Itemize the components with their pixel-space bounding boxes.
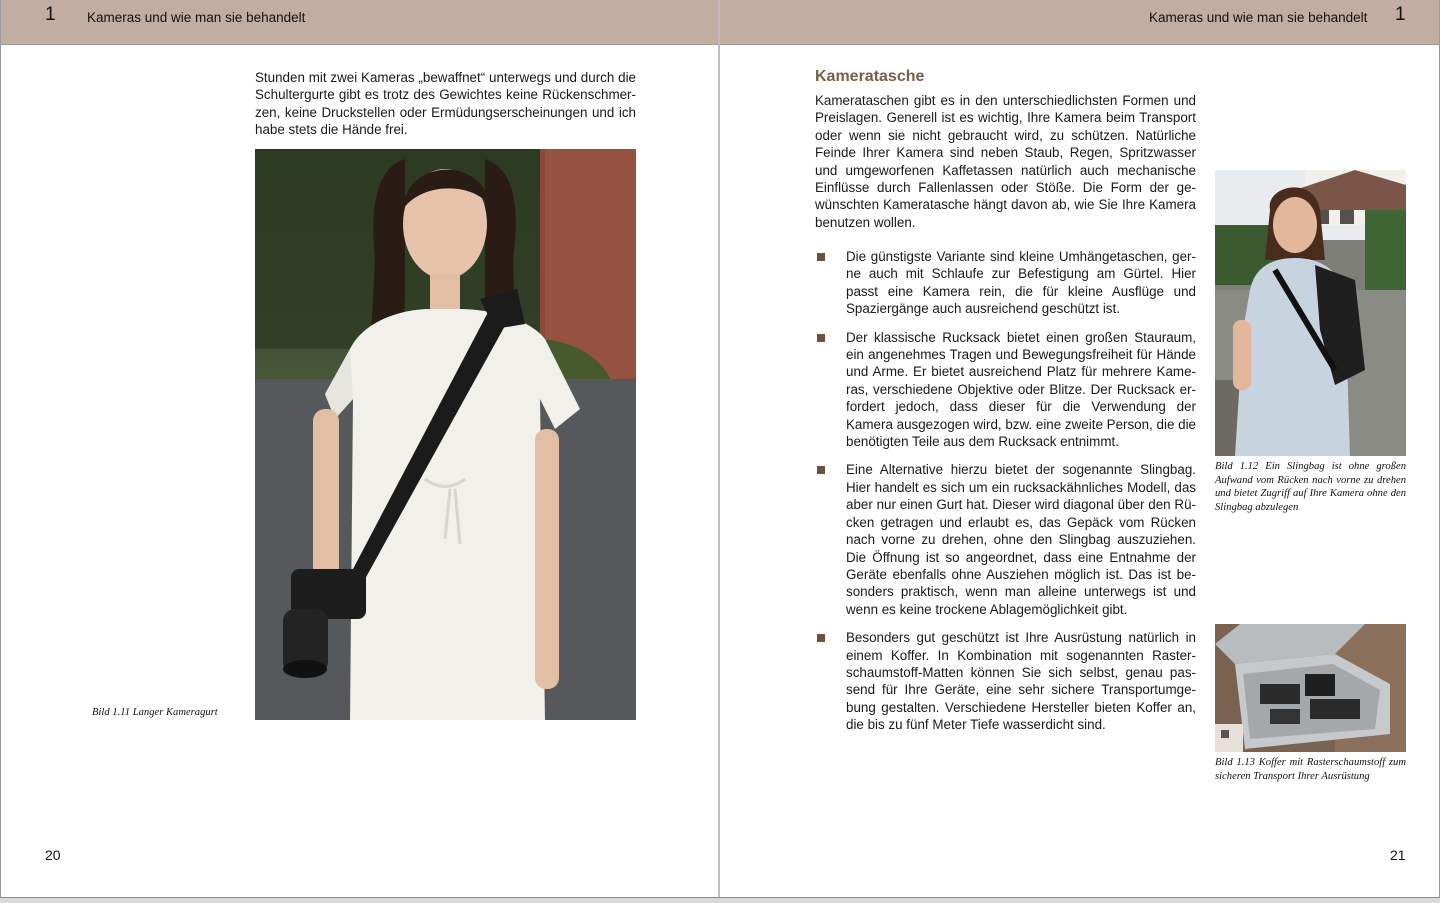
- left-chapter-title: Kameras und wie man sie behandelt: [87, 10, 306, 25]
- figure-1-12-caption: Bild 1.12 Ein Slingbag ist ohne großen Aufwand vom Rücken nach vorne zu drehen und bietet Zugriff auf Ihre Kamera ohne den Slingbag abzulegen: [1215, 461, 1406, 513]
- list-item: Die günstigste Variante sind kleine Umhängetaschen, gerne auch mit Schlaufe zur Befestigung am Gürtel. Hier passt eine Kamera rein, die für kleine Ausflüge und Spaziergänge auch ausreichend geschützt ist.: [815, 248, 1196, 318]
- right-page: [720, 0, 1440, 898]
- right-page-number: 21: [1390, 847, 1406, 863]
- list-item: Der klassische Rucksack bietet einen großen Stauraum, ein angenehmes Tragen und Bewegungsfreiheit für Hände und Arme. Er bietet ausreichend Platz für mehrere Kameras, verschiedene Objektive oder Blitze. Der Rucksack erfordert jedoch, dass dieser für die Verwendung der Kamera ausgezogen wird, bzw. eine zweite Person, die die benötigten Teile aus dem Rucksack entnimmt.: [815, 329, 1196, 451]
- photo-camera-case: [1215, 624, 1406, 752]
- left-page-number: 20: [45, 847, 61, 863]
- right-chapter-title: Kameras und wie man sie behandelt: [1149, 10, 1368, 25]
- bag-types-list: [815, 248, 1196, 745]
- square-bullet-icon: [817, 253, 825, 261]
- right-chapter-number: 1: [1395, 4, 1406, 25]
- left-chapter-number: 1: [45, 4, 56, 25]
- section-heading-kameratasche: Kameratasche: [815, 68, 925, 85]
- left-intro-paragraph: Stunden mit zwei Kameras „bewaffnet“ unterwegs und durch die Schultergurte gibt es trotz des Gewichtes keine Rückenschmerzen, keine Druckstellen oder Ermüdungserscheinungen und ich habe stets die Hände frei.: [255, 70, 636, 138]
- square-bullet-icon: [817, 466, 825, 474]
- figure-1-13-caption: Bild 1.13 Koffer mit Rasterschaumstoff zum sicheren Transport Ihrer Ausrüstung: [1215, 757, 1406, 782]
- right-intro-paragraph: Kamerataschen gibt es in den unterschiedlichsten Formen und Preislagen. Generell ist es wichtig, Ihre Kamera beim Transport oder wenn sie nicht gebraucht wird, zu schützen. Natürliche Feinde Ihrer Kamera sind neben Staub, Regen, Spritzwasser und umgeworfenen Kaffetassen natürlich auch mechanische Einflüsse durch Fallenlassen oder Stöße. Die Form der gewünschten Kameratasche hängt davon ab, wie Sie Ihre Kamera benutzen wollen.: [815, 93, 1196, 230]
- square-bullet-icon: [817, 334, 825, 342]
- photo-slingbag: [1215, 170, 1406, 456]
- photo-long-camera-strap: [255, 149, 636, 720]
- right-page-header: [720, 0, 1439, 45]
- figure-1-11-caption: Bild 1.11 Langer Kameragurt: [92, 707, 218, 718]
- left-page-header: [1, 0, 718, 45]
- left-page: [0, 0, 718, 898]
- square-bullet-icon: [817, 634, 825, 642]
- list-item: Besonders gut geschützt ist Ihre Ausrüstung natürlich in einem Koffer. In Kombination mit sogenannten Rasterschaumstoff-Matten können Sie sich selbst, genau passend für Ihre Geräte, eine sehr sichere Transportumgebung gestalten. Verschiedene Hersteller bieten Koffer an, die bis zu fünf Meter Tiefe wasserdicht sind.: [815, 629, 1196, 733]
- bottom-edge: [0, 897, 1440, 903]
- list-item: Eine Alternative hierzu bietet der sogenannte Slingbag. Hier handelt es sich um ein rucksackähnliches Modell, das aber nur einen Gurt hat. Dieser wird diagonal über den Rücken getragen und erlaubt es, das Gepäck vom Rücken nach vorne zu drehen, ohne den Slingbag auszuziehen. Die Öffnung ist so angeordnet, dass eine Entnahme der Geräte ebenfalls ohne Ausziehen möglich ist. Das ist besonders praktisch, wenn man alleine unterwegs ist und wenn es keine trockene Ablagemöglichkeit gibt.: [815, 461, 1196, 618]
